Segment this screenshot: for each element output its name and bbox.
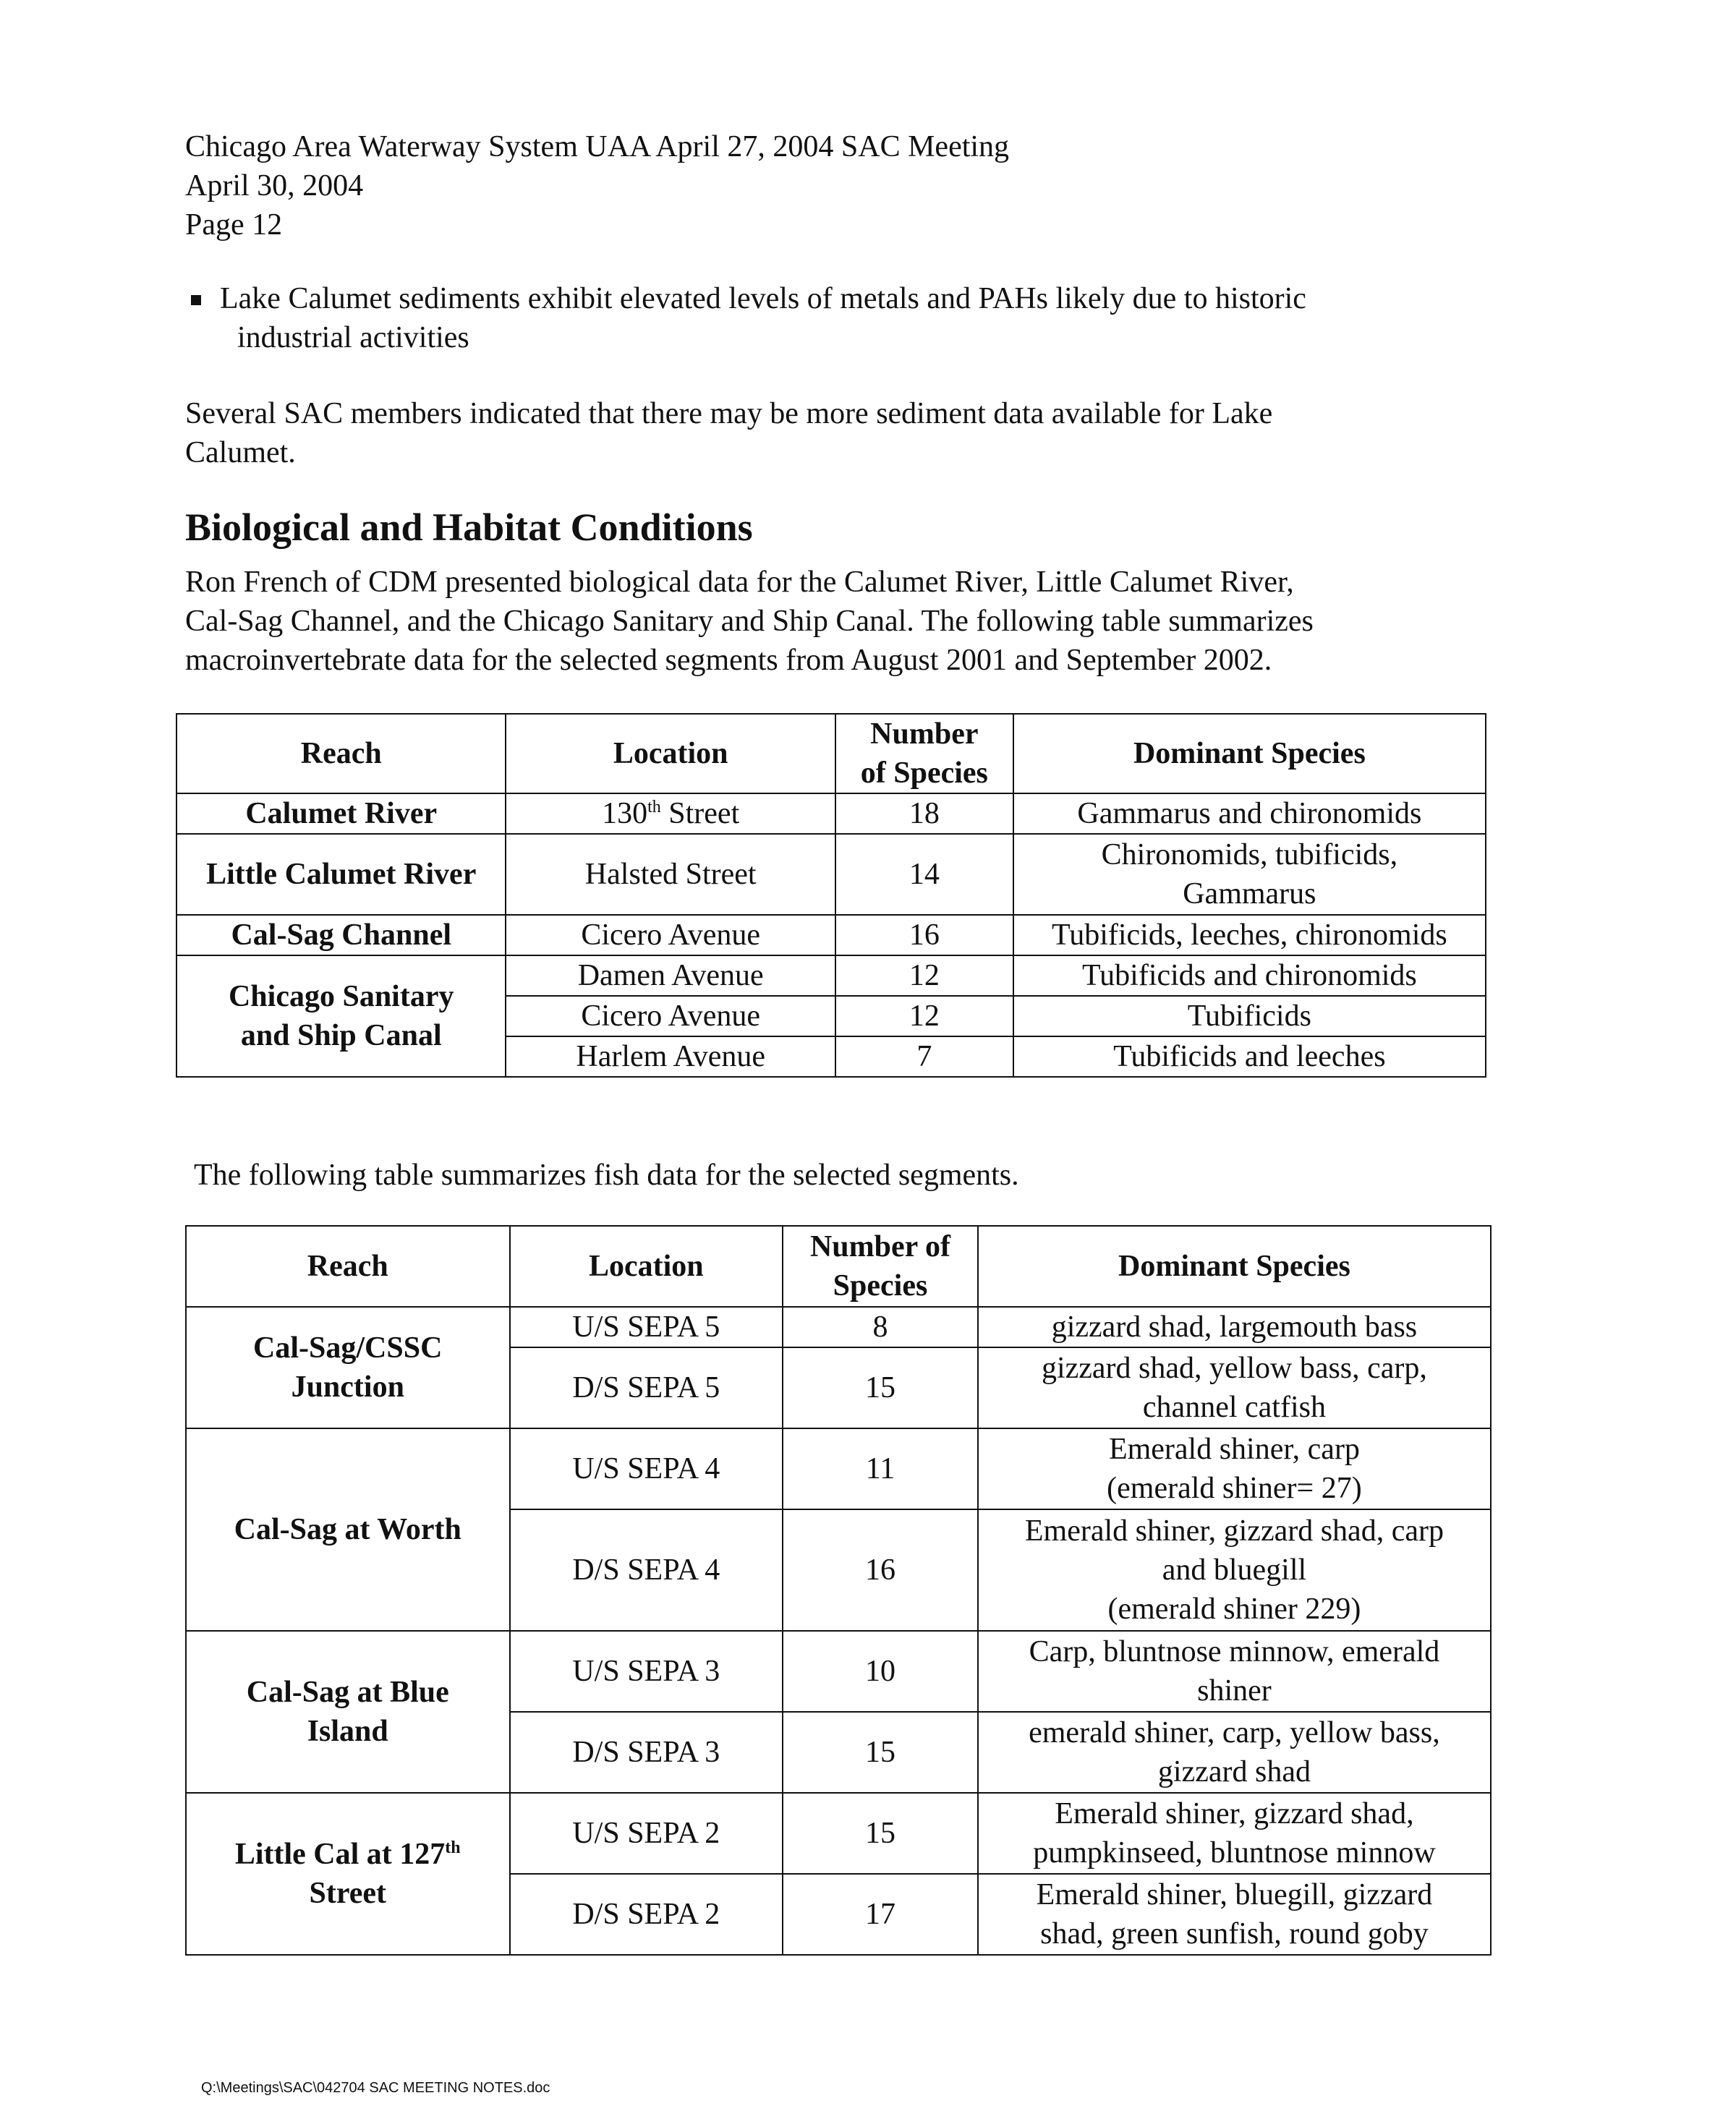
reach-cell [176,955,506,1077]
bullet-item [185,279,1487,357]
paragraph-line: Several SAC members indicated that there may be more sediment data available for Lake [185,397,1273,430]
table-row [186,1428,1491,1509]
species-line: Emerald shiner, gizzard shad, [1055,1797,1414,1830]
table-row [176,793,1486,834]
location-cell: U/S SEPA 3 [510,1631,783,1712]
location-cell: U/S SEPA 5 [510,1307,783,1347]
number-cell: 16 [783,1509,978,1631]
number-cell: 10 [783,1631,978,1712]
species-line: Gammarus [1183,877,1316,911]
reach-line: Island [307,1715,388,1748]
table-row [186,1631,1491,1712]
species-cell [1013,834,1486,915]
species-line: gizzard shad, yellow bass, carp, [1041,1352,1427,1385]
location-cell: D/S SEPA 4 [510,1509,783,1631]
location-cell: Harlem Avenue [506,1036,835,1077]
location-cell: D/S SEPA 5 [510,1347,783,1428]
paragraph-line: Calumet. [185,436,296,469]
header-line: Species [833,1269,928,1303]
page-header [185,127,1009,244]
species-line: Emerald shiner, carp [1108,1433,1360,1466]
location-cell: Damen Avenue [506,955,835,996]
species-line: pumpkinseed, bluntnose minnow [1033,1836,1436,1870]
section-heading: Biological and Habitat Conditions [185,506,753,549]
number-cell: 15 [783,1712,978,1793]
table-header-row [176,714,1486,793]
header-line: of Species [860,756,988,790]
paragraph-line: Ron French of CDM presented biological data for the Calumet River, Little Calumet River, [185,566,1294,599]
header-line: Number of [809,1230,950,1263]
number-cell: 18 [835,793,1013,834]
species-cell: gizzard shad, largemouth bass [978,1307,1491,1347]
column-header-number-of-species [783,1226,978,1307]
location-text: 130 [602,797,648,830]
location-cell: U/S SEPA 4 [510,1428,783,1509]
column-header-reach: Reach [176,714,506,793]
table-row [176,915,1486,955]
species-line: gizzard shad [1157,1755,1311,1789]
species-line: Carp, bluntnose minnow, emerald [1029,1635,1440,1668]
bullet-text-line2: industrial activities [237,321,469,354]
species-line: channel catfish [1142,1391,1326,1424]
species-line: shad, green sunfish, round goby [1040,1917,1429,1951]
reach-line: and Ship Canal [240,1019,442,1052]
reach-text: Little Cal at 127 [234,1838,446,1871]
location-cell [506,793,835,834]
reach-line: Chicago Sanitary [228,980,454,1013]
species-cell: Tubificids [1013,996,1486,1036]
bullet-square-icon [191,295,201,305]
number-cell: 12 [835,955,1013,996]
species-line: Chironomids, tubificids, [1101,838,1398,871]
location-cell: U/S SEPA 2 [510,1793,783,1874]
column-header-location: Location [510,1226,783,1307]
species-line: and bluegill [1162,1553,1307,1587]
reach-cell [186,1307,510,1428]
reach-line: Junction [291,1370,404,1404]
species-cell [978,1712,1491,1793]
table-row [186,1307,1491,1347]
header-line: Number [870,717,979,751]
number-cell: 7 [835,1036,1013,1077]
macroinvertebrate-table [176,713,1486,1078]
number-cell: 15 [783,1793,978,1874]
species-cell [978,1631,1491,1712]
paragraph-line: macroinvertebrate data for the selected segments from August 2001 and September 2002. [185,644,1272,677]
bullet-text-line1: Lake Calumet sediments exhibit elevated levels of metals and PAHs likely due to historic [220,282,1306,315]
table-row [186,1793,1491,1874]
reach-line: Street [309,1877,386,1910]
footer-file-path: Q:\Meetings\SAC\042704 SAC MEETING NOTES.doc [201,2080,550,2096]
column-header-location: Location [506,714,835,793]
reach-line: Cal-Sag/CSSC [253,1331,443,1365]
species-line: Emerald shiner, bluegill, gizzard [1036,1878,1433,1911]
column-header-dominant-species: Dominant Species [978,1226,1491,1307]
species-cell [978,1347,1491,1428]
location-cell: D/S SEPA 2 [510,1874,783,1955]
number-cell: 14 [835,834,1013,915]
number-cell: 16 [835,915,1013,955]
number-cell: 12 [835,996,1013,1036]
number-cell: 17 [783,1874,978,1955]
table-row [176,955,1486,996]
paragraph-sediment [185,394,1487,472]
reach-cell: Little Calumet River [176,834,506,915]
species-line: shiner [1197,1674,1272,1708]
reach-line [191,1835,505,1874]
reach-cell [186,1631,510,1793]
species-cell [978,1874,1491,1955]
paragraph-biological [185,563,1487,680]
location-cell: D/S SEPA 3 [510,1712,783,1793]
reach-cell: Calumet River [176,793,506,834]
fish-table [185,1225,1492,1956]
reach-line: Cal-Sag at Blue [246,1676,449,1709]
species-cell [978,1509,1491,1631]
species-cell: Tubificids and chironomids [1013,955,1486,996]
reach-cell [186,1793,510,1955]
species-line: (emerald shiner= 27) [1107,1472,1362,1505]
species-cell [978,1428,1491,1509]
column-header-number-of-species [835,714,1013,793]
paragraph-fish-intro: The following table summarizes fish data for the selected segments. [194,1159,1019,1192]
location-superscript: th [647,798,661,817]
number-cell: 11 [783,1428,978,1509]
column-header-reach: Reach [186,1226,510,1307]
species-cell: Tubificids, leeches, chironomids [1013,915,1486,955]
location-cell: Cicero Avenue [506,915,835,955]
header-title: Chicago Area Waterway System UAA April 27, 2004 SAC Meeting [185,130,1010,163]
reach-superscript: th [445,1838,461,1857]
location-cell: Halsted Street [506,834,835,915]
header-page-number: Page 12 [185,208,283,242]
species-line: emerald shiner, carp, yellow bass, [1029,1716,1440,1749]
species-line: (emerald shiner 229) [1107,1593,1361,1626]
species-line: Emerald shiner, gizzard shad, carp [1024,1514,1444,1548]
number-cell: 15 [783,1347,978,1428]
species-cell: Gammarus and chironomids [1013,793,1486,834]
table-header-row [186,1226,1491,1307]
paragraph-line: Cal-Sag Channel, and the Chicago Sanitary and Ship Canal. The following table summarizes [185,605,1314,638]
number-cell: 8 [783,1307,978,1347]
reach-cell: Cal-Sag Channel [176,915,506,955]
reach-cell: Cal-Sag at Worth [186,1428,510,1631]
location-text: Street [660,797,740,830]
column-header-dominant-species: Dominant Species [1013,714,1486,793]
species-cell [978,1793,1491,1874]
location-cell: Cicero Avenue [506,996,835,1036]
species-cell: Tubificids and leeches [1013,1036,1486,1077]
header-date: April 30, 2004 [185,169,364,202]
table-row [176,834,1486,915]
